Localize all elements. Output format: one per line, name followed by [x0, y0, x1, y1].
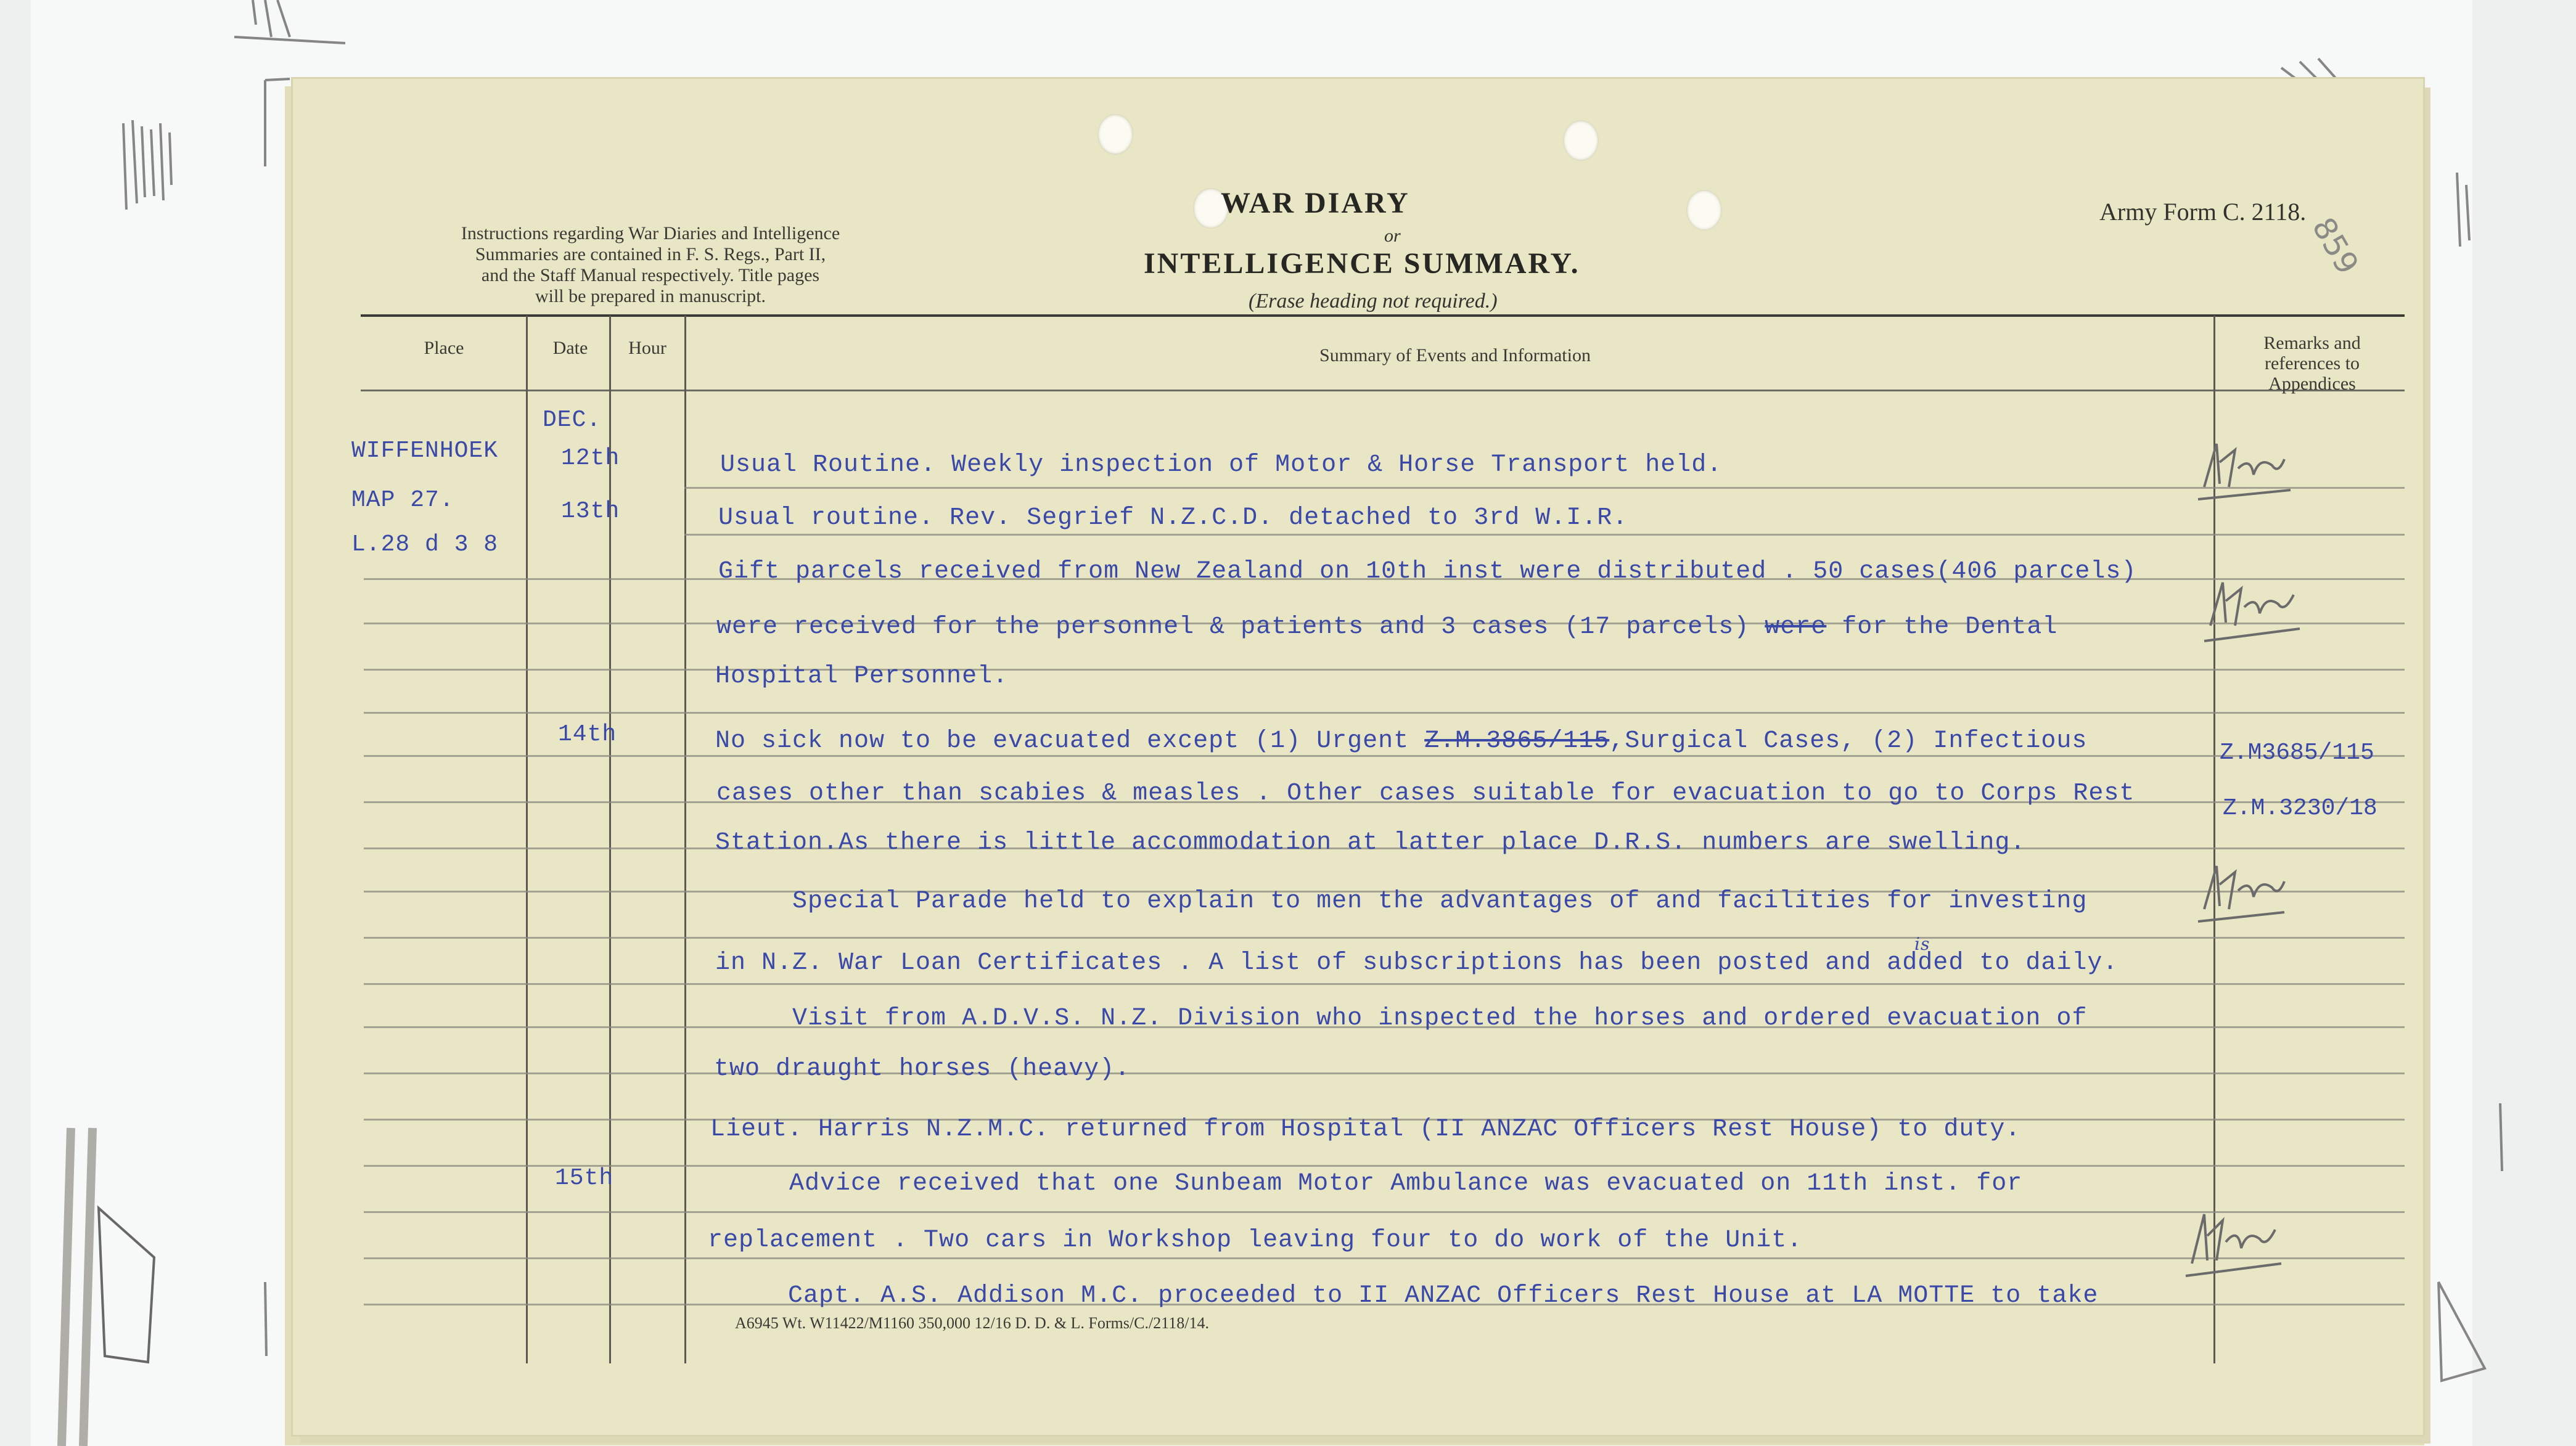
entry-line: two draught horses (heavy). [714, 1055, 1131, 1083]
instructions-line: Instructions regarding War Diaries and Intelligence [461, 223, 840, 243]
ruled-line [364, 1165, 2405, 1167]
entry-line: Special Parade held to explain to men the advantages of and facilities for investing [792, 888, 2088, 915]
column-divider [609, 316, 611, 1363]
initials-signature [2198, 570, 2309, 650]
punch-hole [1563, 120, 1599, 161]
initials-signature [2192, 431, 2297, 512]
struck-text: were [1765, 613, 1827, 641]
ruled-line [364, 669, 2405, 671]
column-divider [684, 316, 686, 1363]
entry-line: Capt. A.S. Addison M.C. proceeded to II ANZAC Officers Rest House at LA MOTTE to take [788, 1282, 2099, 1310]
form-title-or: or [1384, 226, 1401, 246]
place-name: WIFFENHOEK [351, 438, 499, 464]
date-month: DEC. [543, 407, 602, 433]
date-14th: 14th [558, 721, 617, 748]
form-title-intelligence-summary: INTELLIGENCE SUMMARY. [1144, 247, 1580, 280]
entry-line [716, 613, 2057, 641]
date-13th: 13th [561, 498, 620, 525]
entry-text: No sick now to be evacuated except (1) Urgent [715, 727, 1425, 755]
entry-text: were received for the personnel & patients and 3 cases (17 parcels) [716, 613, 1765, 641]
column-divider [526, 316, 528, 1363]
instructions-line: Summaries are contained in F. S. Regs., Part II, [475, 244, 826, 264]
column-header-place: Place [424, 338, 464, 358]
initials-signature [2192, 854, 2291, 934]
table-header-rule [361, 390, 2405, 391]
ruled-line [364, 755, 2405, 757]
ruled-line [364, 712, 2405, 714]
form-title-note [1249, 290, 1498, 313]
remarks-header-line: references to [2264, 353, 2360, 374]
struck-text: Z.M.3865/115 [1424, 727, 1610, 755]
army-form-number: Army Form C. 2118. [2099, 198, 2307, 226]
initials-signature [2180, 1202, 2291, 1288]
instructions-line: and the Staff Manual respectively. Title pages [481, 265, 820, 285]
entry-line: Hospital Personnel. [715, 663, 1009, 690]
entry-line: Usual Routine. Weekly inspection of Motor & Horse Transport held. [720, 451, 1723, 479]
entry-text: for the Dental [1826, 613, 2058, 641]
date-12th: 12th [561, 445, 620, 472]
ruled-line [684, 534, 2405, 536]
ruled-line [364, 1257, 2405, 1259]
punch-hole [1686, 190, 1722, 231]
entry-text: ,Surgical Cases, (2) Infectious [1609, 727, 2088, 755]
form-title-note-text: (Erase heading not required.) [1249, 290, 1498, 312]
entry-line: in N.Z. War Loan Certificates . A list of subscriptions has been posted and added to daily. [715, 949, 2119, 977]
ruled-line [364, 1072, 2405, 1074]
entry-line: Gift parcels received from New Zealand on 10th inst were distributed . 50 cases(406 parcels) [718, 558, 2137, 586]
column-header-remarks [2220, 333, 2405, 394]
table-top-rule [361, 314, 2405, 317]
ruled-line [364, 937, 2405, 939]
date-15th: 15th [555, 1165, 614, 1191]
entry-line: Station.As there is little accommodation at latter place D.R.S. numbers are swelling. [715, 829, 2026, 857]
ruled-line [364, 1211, 2405, 1213]
entry-line: replacement . Two cars in Workshop leaving four to do work of the Unit. [708, 1227, 1803, 1254]
remarks-header-line: Remarks and [2263, 333, 2361, 353]
form-title-war-diary: WAR DIARY [1221, 187, 1410, 219]
entry-line: cases other than scabies & measles . Other cases suitable for evacuation to go to Corps Rest [716, 780, 2135, 807]
handwritten-insert: is [1914, 934, 1930, 954]
entry-line: Advice received that one Sunbeam Motor Ambulance was evacuated on 11th inst. for [789, 1170, 2023, 1198]
column-header-hour: Hour [628, 338, 667, 358]
form-printer-footer: A6945 Wt. W11422/M1160 350,000 12/16 D. D. & L. Forms/C./2118/14. [735, 1314, 1209, 1332]
column-header-summary: Summary of Events and Information [1319, 345, 1591, 366]
remark-reference: Z.M.3230/18 [2223, 795, 2377, 822]
entry-line: Usual routine. Rev. Segrief N.Z.C.D. detached to 3rd W.I.R. [718, 504, 1628, 532]
place-grid-ref: L.28 d 3 8 [351, 531, 499, 558]
column-header-date: Date [552, 338, 588, 358]
instructions-text [410, 223, 891, 307]
ruled-line [364, 983, 2405, 985]
entry-line: Visit from A.D.V.S. N.Z. Division who inspected the horses and ordered evacuation of [792, 1005, 2088, 1032]
place-map: MAP 27. [351, 487, 454, 513]
ruled-line [684, 487, 2405, 489]
punch-hole [1097, 114, 1133, 155]
remark-reference: Z.M3685/115 [2220, 740, 2374, 766]
page-number: 859 [2305, 211, 2366, 280]
entry-line: Lieut. Harris N.Z.M.C. returned from Hospital (II ANZAC Officers Rest House) to duty. [710, 1116, 2021, 1143]
entry-line [715, 727, 2087, 755]
remarks-header-line: Appendices [2268, 374, 2356, 394]
instructions-line: will be prepared in manuscript. [535, 286, 766, 306]
